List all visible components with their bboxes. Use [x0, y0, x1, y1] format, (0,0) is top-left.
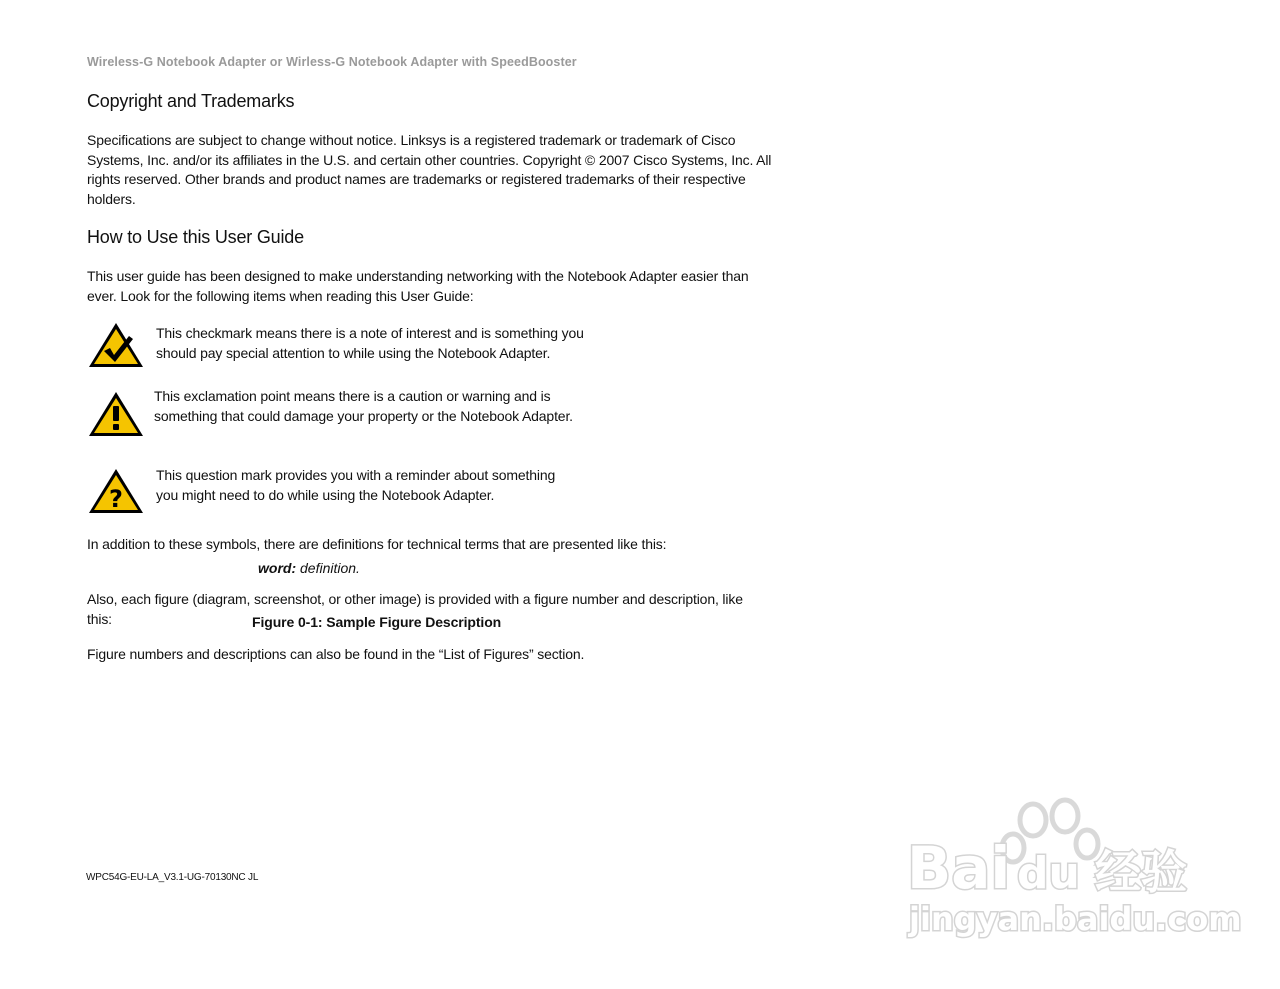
watermark-url: jingyan.baidu.com [909, 900, 1242, 938]
copyright-line: holders. [87, 190, 136, 207]
question-mark-icon [87, 467, 145, 515]
figure-line: this: [87, 610, 112, 627]
note-symbol-line: should pay special attention to while using the Notebook Adapter. [156, 344, 551, 361]
watermark-brand: Bai [907, 834, 1011, 902]
caution-symbol-line: something that could damage your property or the Notebook Adapter. [154, 407, 573, 424]
note-symbol-row [87, 321, 687, 371]
figures-note-paragraph [87, 645, 787, 665]
running-header: Wireless-G Notebook Adapter or Wirless-G Notebook Adapter with SpeedBooster [87, 55, 577, 69]
section-heading-user-guide: How to Use this User Guide [87, 227, 304, 247]
caution-symbol-row [87, 390, 687, 440]
term-word: word: [258, 560, 297, 576]
note-symbol-text [156, 324, 584, 363]
watermark-brand-cn: 经验 [1095, 845, 1187, 899]
reminder-symbol-text [156, 466, 555, 505]
document-code-footer: WPC54G-EU-LA_V3.1-UG-70130NC JL [86, 872, 259, 883]
note-symbol-line: This checkmark means there is a note of interest and is something you [156, 325, 584, 341]
caution-symbol-line: This exclamation point means there is a caution or warning and is [154, 388, 551, 404]
definitions-paragraph [87, 535, 787, 555]
figures-note-line: Figure numbers and descriptions can also be found in the “List of Figures” section. [87, 646, 585, 662]
guide-intro-paragraph [87, 267, 787, 306]
copyright-line: Systems, Inc. and/or its affiliates in the U.S. and certain other countries. Copyright © 2007 Cisco Systems, Inc. All [87, 151, 772, 168]
guide-intro-line: ever. Look for the following items when reading this User Guide: [87, 287, 474, 304]
term-definition-example [258, 560, 360, 576]
copyright-line: rights reserved. Other brands and product names are trademarks or registered trademarks of their respective [87, 171, 746, 187]
reminder-symbol-line: you might need to do while using the Notebook Adapter. [156, 486, 495, 503]
figure-line: Also, each figure (diagram, screenshot, or other image) is provided with a figure number and description, like [87, 591, 743, 607]
copyright-line: Specifications are subject to change without notice. Linksys is a registered trademark or trademark of Cisco [87, 132, 736, 148]
term-definition: definition. [296, 560, 360, 576]
reminder-symbol-row [87, 467, 687, 517]
watermark-brand-paw: du [1017, 848, 1080, 899]
exclamation-icon [87, 390, 145, 438]
sample-figure-caption: Figure 0-1: Sample Figure Description [252, 614, 502, 630]
baidu-jingyan-watermark [905, 798, 1242, 943]
definitions-line: In addition to these symbols, there are definitions for technical terms that are presented like this: [87, 536, 667, 552]
section-heading-copyright: Copyright and Trademarks [87, 91, 295, 111]
copyright-paragraph [87, 131, 787, 209]
reminder-symbol-line: This question mark provides you with a reminder about something [156, 467, 556, 483]
caution-symbol-text [154, 387, 573, 426]
guide-intro-line: This user guide has been designed to make understanding networking with the Notebook Adapter easier than [87, 268, 749, 284]
svg-text:?: ? [109, 485, 123, 513]
checkmark-icon [87, 321, 145, 369]
